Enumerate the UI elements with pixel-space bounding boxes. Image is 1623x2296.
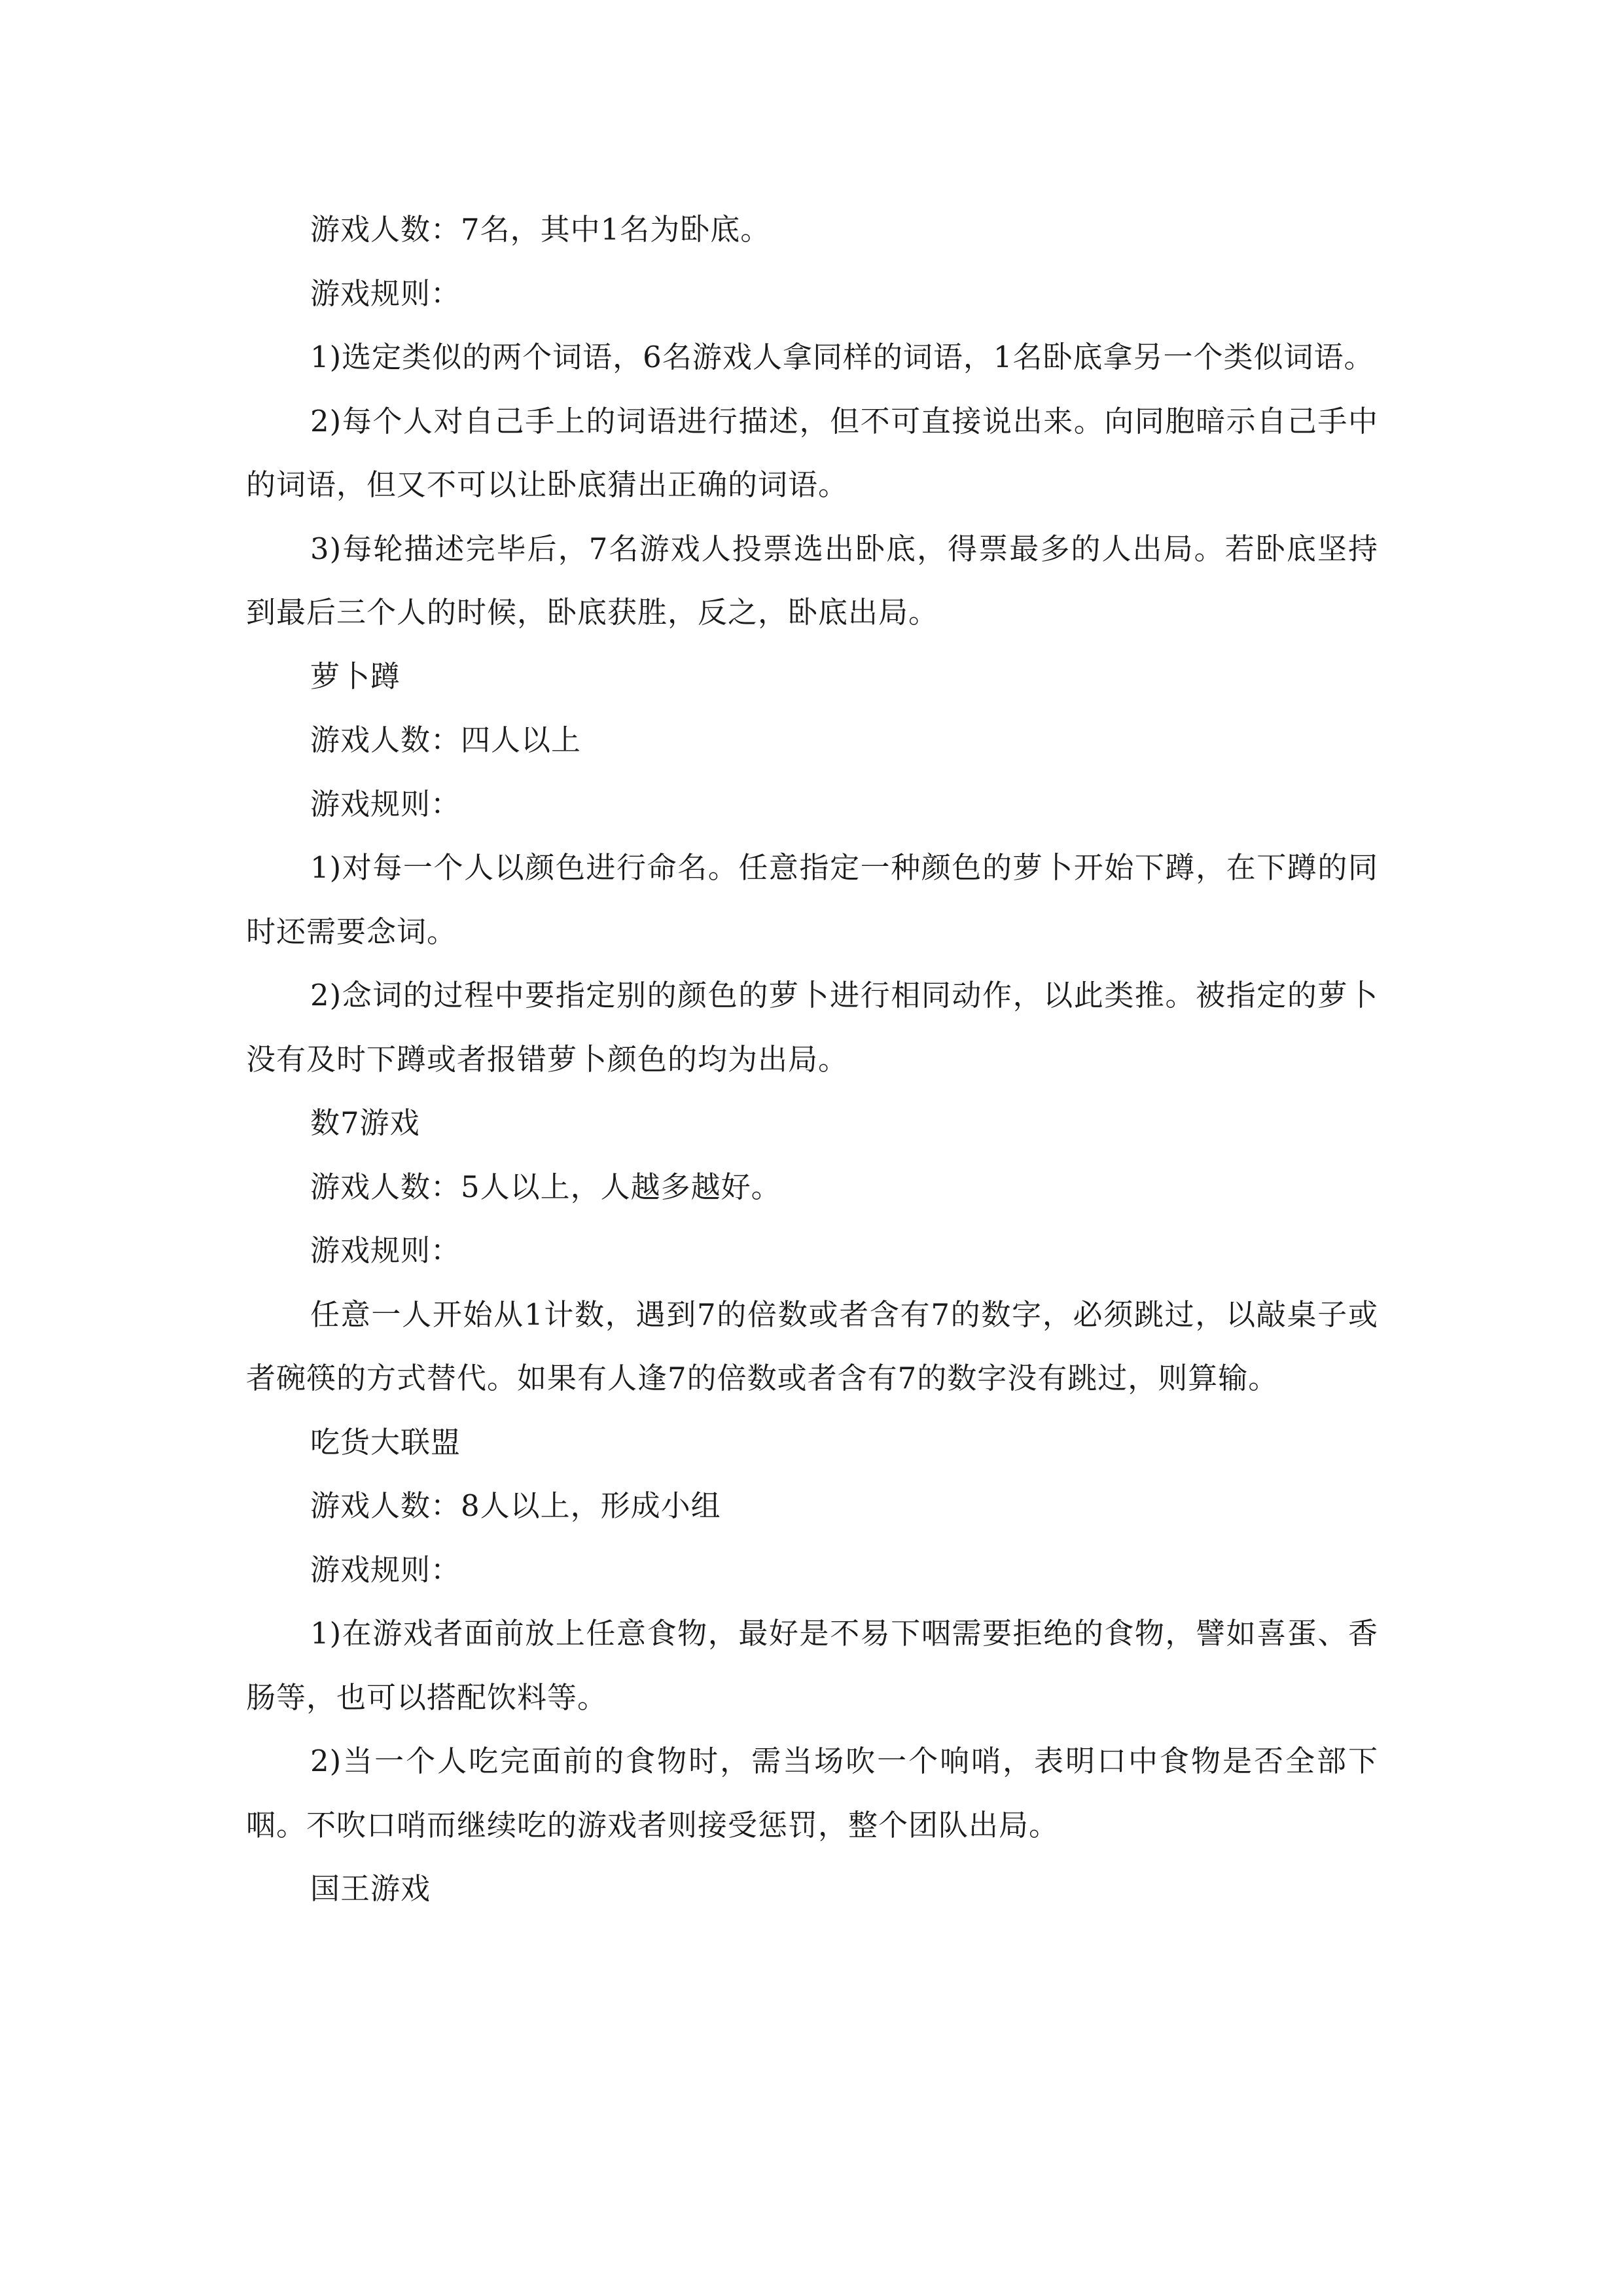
- paragraph-players-foodie: 游戏人数：8人以上，形成小组: [310, 1488, 721, 1523]
- paragraph-players-count-seven: 游戏人数：5人以上，人越多越好。: [310, 1169, 781, 1204]
- document-body: [246, 198, 1378, 1921]
- paragraph-rule-count-seven: 任意一人开始从1计数，遇到7的倍数或者含有7的数字，必须跳过，以敲桌子或者碗筷的方式替代。如果有人逢7的倍数或者含有7的数字没有跳过，则算输。: [246, 1297, 1378, 1395]
- paragraph-players-undercover: 游戏人数：7名，其中1名为卧底。: [310, 212, 771, 247]
- section-title-king-game: 国王游戏: [310, 1871, 431, 1906]
- paragraph-rules-heading-undercover: 游戏规则：: [310, 276, 461, 311]
- section-title-count-seven: 数7游戏: [310, 1105, 420, 1140]
- section-title-foodie-alliance: 吃货大联盟: [310, 1424, 461, 1460]
- paragraph-rule-2-radish: 2)念词的过程中要指定别的颜色的萝卜进行相同动作，以此类推。被指定的萝卜没有及时下蹲或者报错萝卜颜色的均为出局。: [246, 978, 1378, 1077]
- section-title-radish-squat: 萝卜蹲: [310, 658, 401, 694]
- paragraph-players-radish: 游戏人数：四人以上: [310, 723, 582, 757]
- paragraph-rule-1-foodie: 1)在游戏者面前放上任意食物，最好是不易下咽需要拒绝的食物，譬如喜蛋、香肠等，也可以搭配饮料等。: [246, 1616, 1378, 1715]
- paragraph-rule-1-undercover: 1)选定类似的两个词语，6名游戏人拿同样的词语，1名卧底拿另一个类似词语。: [310, 340, 1374, 374]
- paragraph-rule-2-undercover: 2)每个人对自己手上的词语进行描述，但不可直接说出来。向同胞暗示自己手中的词语，但又不可以让卧底猜出正确的词语。: [246, 403, 1378, 502]
- paragraph-rule-1-radish: 1)对每一个人以颜色进行命名。任意指定一种颜色的萝卜开始下蹲，在下蹲的同时还需要念词。: [246, 850, 1378, 949]
- paragraph-rules-heading-count-seven: 游戏规则：: [310, 1233, 461, 1268]
- paragraph-rule-3-undercover: 3)每轮描述完毕后，7名游戏人投票选出卧底，得票最多的人出局。若卧底坚持到最后三个人的时候，卧底获胜，反之，卧底出局。: [246, 531, 1378, 630]
- paragraph-rules-heading-foodie: 游戏规则：: [310, 1552, 461, 1587]
- paragraph-rule-2-foodie: 2)当一个人吃完面前的食物时，需当场吹一个响哨，表明口中食物是否全部下咽。不吹口哨而继续吃的游戏者则接受惩罚，整个团队出局。: [246, 1744, 1378, 1842]
- paragraph-rules-heading-radish: 游戏规则：: [310, 786, 461, 821]
